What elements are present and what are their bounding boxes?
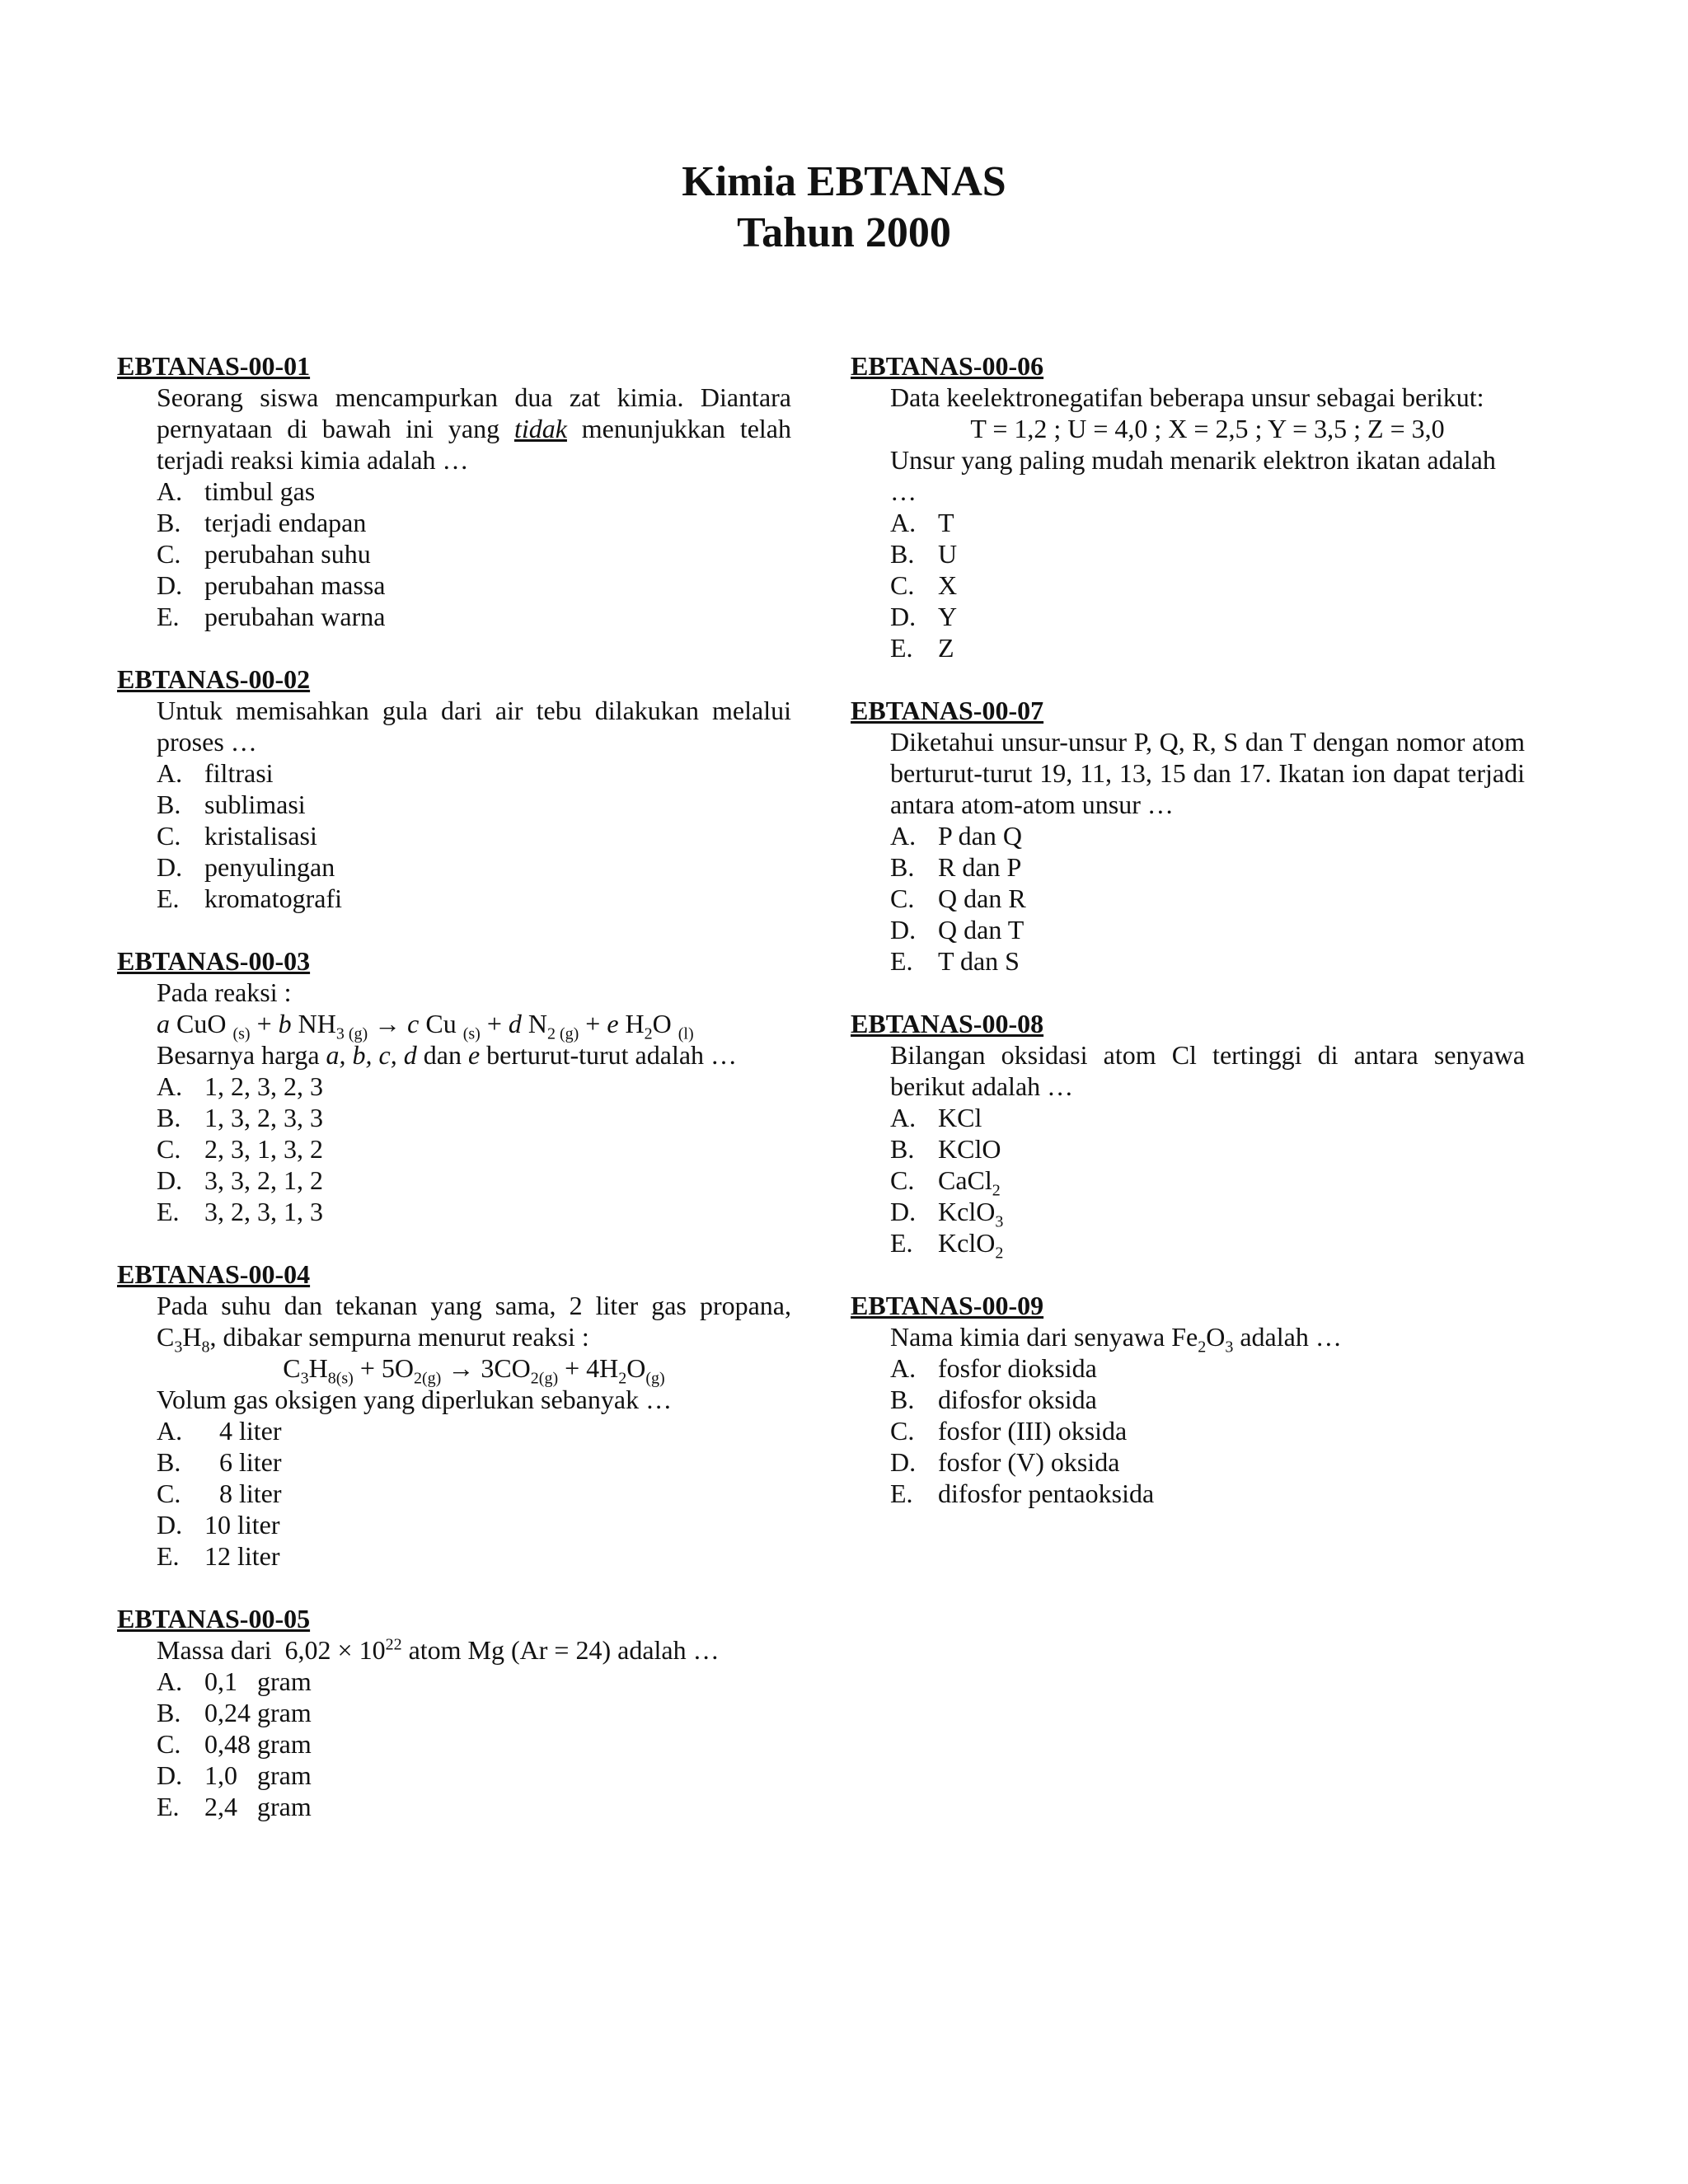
option-e[interactable]: E. KclO$_2$ — [890, 1228, 1004, 1263]
option-e[interactable]: E. difosfor pentaoksida — [890, 1479, 1155, 1508]
page-title — [0, 157, 1688, 259]
option-d[interactable]: D. penyulingan — [157, 852, 335, 882]
option-c[interactable]: C. 8 liter — [157, 1479, 282, 1508]
option-c[interactable]: C. Q dan R — [890, 883, 1026, 913]
option-c[interactable]: C. X — [890, 570, 958, 600]
question-heading: EBTANAS-00-08 — [851, 1009, 1044, 1038]
question-stem: Massa dari $6,02 \times 10^{22}$ atom Mg (Ar = 24) adalah … — [157, 1635, 720, 1665]
option-a[interactable]: A. timbul gas — [157, 476, 316, 506]
option-c[interactable]: C. 2, 3, 1, 3, 2 — [157, 1134, 323, 1164]
option-b[interactable]: B. KClO — [890, 1134, 1001, 1164]
option-d[interactable]: D. perubahan massa — [157, 570, 386, 600]
option-c[interactable]: C. perubahan suhu — [157, 539, 371, 569]
option-b[interactable]: B. 1, 3, 2, 3, 3 — [157, 1103, 323, 1132]
option-e[interactable]: E. perubahan warna — [157, 602, 386, 631]
option-e[interactable]: E. T dan S — [890, 946, 1020, 976]
question-07 — [851, 695, 1525, 977]
title-line-2: Tahun 2000 — [737, 209, 951, 256]
emphasis-word: tidak — [513, 414, 567, 443]
option-e[interactable]: E. Z — [890, 633, 954, 663]
question-stem: Data keelektronegatifan beberapa unsur sebagai berikut: — [890, 382, 1484, 412]
question-stem-2: Volum gas oksigen yang diperlukan sebanyak … — [157, 1385, 673, 1414]
question-stem: Nama kimia dari senyawa $Fe_2O_3$ adalah … — [890, 1322, 1342, 1357]
option-b[interactable]: B. terjadi endapan — [157, 508, 367, 537]
option-e[interactable]: E. 2,4 gram — [157, 1792, 312, 1821]
title-line-1: Kimia EBTANAS — [682, 158, 1006, 205]
option-d[interactable]: D. 1,0 gram — [157, 1760, 312, 1790]
question-stem-2: Unsur yang paling mudah menarik elektron ikatan adalah … — [890, 445, 1496, 506]
question-heading: EBTANAS-00-03 — [117, 946, 311, 976]
option-b[interactable]: B. R dan P — [890, 852, 1022, 882]
option-d[interactable]: D. 10 liter — [157, 1510, 280, 1540]
question-heading: EBTANAS-00-05 — [117, 1604, 311, 1633]
option-c[interactable]: C. fosfor (III) oksida — [890, 1416, 1128, 1446]
left-column — [117, 350, 791, 1854]
option-a[interactable]: A. 1, 2, 3, 2, 3 — [157, 1071, 323, 1101]
option-a[interactable]: A. P dan Q — [890, 821, 1022, 851]
question-heading: EBTANAS-00-06 — [851, 351, 1044, 381]
option-a[interactable]: A. 0,1 gram — [157, 1666, 312, 1696]
option-e[interactable]: E. 3, 2, 3, 1, 3 — [157, 1197, 323, 1226]
question-03 — [117, 945, 791, 1227]
question-heading: EBTANAS-00-01 — [117, 351, 311, 381]
question-01 — [117, 350, 791, 632]
option-c[interactable]: C. 0,48 gram — [157, 1729, 312, 1759]
right-column — [851, 350, 1525, 1540]
question-08 — [851, 1008, 1525, 1263]
question-stem: Pada suhu dan tekanan yang sama, 2 liter gas propana, $C_3H_8$, dibakar sempurna menurut reaksi : — [157, 1291, 791, 1357]
option-e[interactable]: E. kromatografi — [157, 883, 343, 913]
question-04 — [117, 1258, 791, 1572]
question-heading: EBTANAS-00-04 — [117, 1259, 311, 1289]
question-stem: Seorang siswa mencampurkan dua zat kimia. Diantara pernyataan di bawah ini yang tidak menunjukkan telah terjadi reaksi kimia adalah … — [157, 382, 792, 475]
option-b[interactable]: B. U — [890, 539, 958, 569]
question-heading: EBTANAS-00-09 — [851, 1291, 1044, 1320]
electronegativity-data: T = 1,2 ; U = 4,0 ; X = 2,5 ; Y = 3,5 ; Z = 3,0 — [970, 414, 1445, 443]
option-d[interactable]: D. 3, 3, 2, 1, 2 — [157, 1165, 323, 1195]
question-05 — [117, 1603, 791, 1822]
option-b[interactable]: B. 6 liter — [157, 1447, 282, 1477]
question-stem: Diketahui unsur-unsur P, Q, R, S dan T dengan nomor atom berturut-turut 19, 11, 13, 15 dan 17. Ikatan ion dapat terjadi antara atom-atom unsur … — [890, 727, 1525, 819]
option-a[interactable]: A. fosfor dioksida — [890, 1353, 1097, 1383]
option-a[interactable]: A. KCl — [890, 1103, 982, 1132]
question-stem: Untuk memisahkan gula dari air tebu dilakukan melalui proses … — [157, 696, 791, 757]
option-d[interactable]: D. Y — [890, 602, 958, 631]
option-c[interactable]: C. CaCl$_2$ — [890, 1165, 1001, 1200]
reaction-equation: a CuO $_{(s)}$ + b $NH_3$ $_{(g)}$ → c Cu $_{(s)}$ + d $N_2$ $_{(g)}$ + e $H_2O$ $_{(l)}$ — [157, 1009, 694, 1043]
question-02 — [117, 663, 791, 914]
option-d[interactable]: D. Q dan T — [890, 915, 1025, 944]
option-b[interactable]: B. difosfor oksida — [890, 1385, 1097, 1414]
question-06 — [851, 350, 1525, 663]
option-b[interactable]: B. 0,24 gram — [157, 1698, 312, 1727]
question-stem: Bilangan oksidasi atom Cl tertinggi di antara senyawa berikut adalah … — [890, 1040, 1525, 1101]
option-a[interactable]: A. T — [890, 508, 954, 537]
question-heading: EBTANAS-00-02 — [117, 664, 311, 694]
option-a[interactable]: A. 4 liter — [157, 1416, 282, 1446]
option-a[interactable]: A. filtrasi — [157, 758, 274, 788]
option-b[interactable]: B. sublimasi — [157, 790, 306, 819]
option-d[interactable]: D. KclO$_3$ — [890, 1197, 1004, 1231]
question-stem-2: Besarnya harga a, b, c, d dan e berturut-turut adalah … — [157, 1040, 738, 1070]
option-c[interactable]: C. kristalisasi — [157, 821, 317, 851]
question-09 — [851, 1290, 1525, 1509]
question-stem: Pada reaksi : — [157, 977, 292, 1007]
option-d[interactable]: D. fosfor (V) oksida — [890, 1447, 1120, 1477]
option-e[interactable]: E. 12 liter — [157, 1541, 280, 1571]
question-heading: EBTANAS-00-07 — [851, 696, 1044, 725]
reaction-equation: $C_3H_{8(s)} + 5O_{2(g)} \to 3CO_{2(g)} + 4H_2O_{(g)}$ — [283, 1353, 665, 1388]
